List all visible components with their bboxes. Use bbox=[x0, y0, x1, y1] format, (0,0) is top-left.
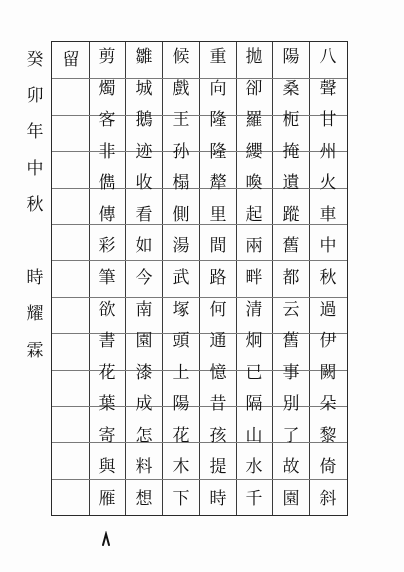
text-column-9 bbox=[17, 42, 53, 515]
manuscript-character: 倚 bbox=[319, 457, 337, 478]
text-column-3 bbox=[236, 42, 272, 515]
manuscript-character: 纓 bbox=[245, 141, 263, 162]
manuscript-character: 秋 bbox=[319, 267, 337, 288]
manuscript-character: 中 bbox=[26, 158, 44, 179]
manuscript-character: 事 bbox=[282, 362, 300, 383]
manuscript-character: 筆 bbox=[98, 267, 116, 288]
manuscript-character: 拋 bbox=[245, 47, 263, 68]
manuscript-character: 蹤 bbox=[282, 204, 300, 225]
manuscript-character: 霖 bbox=[26, 340, 44, 361]
manuscript-character: 頭 bbox=[172, 331, 190, 352]
manuscript-character: 提 bbox=[209, 457, 227, 478]
manuscript-character: 木 bbox=[172, 457, 190, 478]
manuscript-character: 黎 bbox=[319, 425, 337, 446]
text-column-2 bbox=[273, 42, 309, 515]
manuscript-character: 時 bbox=[209, 488, 227, 509]
manuscript-character: 卯 bbox=[26, 86, 44, 107]
manuscript-character: 桑 bbox=[282, 78, 300, 99]
manuscript-character: 朵 bbox=[319, 394, 337, 415]
manuscript-character: 武 bbox=[172, 267, 190, 288]
manuscript-character: 甘 bbox=[319, 110, 337, 131]
manuscript-character: 已 bbox=[245, 362, 263, 383]
manuscript-character: 漆 bbox=[135, 362, 153, 383]
manuscript-character: 畔 bbox=[245, 267, 263, 288]
manuscript-character: 葉 bbox=[98, 394, 116, 415]
manuscript-character: 花 bbox=[98, 362, 116, 383]
ink-mark bbox=[101, 531, 111, 547]
manuscript-character: 昔 bbox=[209, 394, 227, 415]
manuscript-character: 間 bbox=[209, 236, 227, 257]
text-column-6 bbox=[126, 42, 162, 515]
manuscript-character: 湯 bbox=[172, 236, 190, 257]
manuscript-character: 留 bbox=[62, 49, 80, 70]
manuscript-character: 書 bbox=[98, 331, 116, 352]
manuscript-character: 彩 bbox=[98, 236, 116, 257]
manuscript-character: 別 bbox=[282, 394, 300, 415]
manuscript-character: 成 bbox=[135, 394, 153, 415]
text-column-1 bbox=[310, 42, 346, 515]
manuscript-character: 聲 bbox=[319, 78, 337, 99]
manuscript-character: 寄 bbox=[98, 425, 116, 446]
manuscript-character: 看 bbox=[135, 204, 153, 225]
manuscript-character: 斜 bbox=[319, 488, 337, 509]
manuscript-character: 園 bbox=[282, 488, 300, 509]
manuscript-character: 年 bbox=[26, 122, 44, 143]
manuscript-character: 卻 bbox=[245, 78, 263, 99]
text-column-4 bbox=[200, 42, 236, 515]
text-column-5 bbox=[163, 42, 199, 515]
manuscript-character: 秋 bbox=[26, 195, 44, 216]
manuscript-character: 里 bbox=[209, 204, 227, 225]
manuscript-character: 舊 bbox=[282, 236, 300, 257]
manuscript-character: 掩 bbox=[282, 141, 300, 162]
manuscript-character: 非 bbox=[98, 141, 116, 162]
manuscript-character: 犛 bbox=[209, 173, 227, 194]
manuscript-character: 時 bbox=[26, 268, 44, 289]
manuscript-character: 塚 bbox=[172, 299, 190, 320]
manuscript-character: 孩 bbox=[209, 425, 227, 446]
manuscript-character: 剪 bbox=[98, 47, 116, 68]
manuscript-character: 中 bbox=[319, 236, 337, 257]
text-column-8 bbox=[53, 42, 89, 515]
manuscript-character: 雛 bbox=[135, 47, 153, 68]
manuscript-character: 過 bbox=[319, 299, 337, 320]
manuscript-character: 下 bbox=[172, 488, 190, 509]
manuscript-character: 怎 bbox=[135, 425, 153, 446]
manuscript-character: 陽 bbox=[172, 394, 190, 415]
manuscript-character: 雁 bbox=[98, 488, 116, 509]
manuscript-character: 水 bbox=[245, 457, 263, 478]
manuscript-character: 隆 bbox=[209, 110, 227, 131]
manuscript-character: 向 bbox=[209, 78, 227, 99]
manuscript-character: 伊 bbox=[319, 331, 337, 352]
manuscript-character: 千 bbox=[245, 488, 263, 509]
manuscript-character: 戲 bbox=[172, 78, 190, 99]
manuscript-character: 癸 bbox=[26, 49, 44, 70]
text-column-7 bbox=[89, 42, 125, 515]
manuscript-character: 羅 bbox=[245, 110, 263, 131]
manuscript-character: 側 bbox=[172, 204, 190, 225]
manuscript-character: 八 bbox=[319, 47, 337, 68]
manuscript-character: 收 bbox=[135, 173, 153, 194]
manuscript-character: 迹 bbox=[135, 141, 153, 162]
manuscript-character: 候 bbox=[172, 47, 190, 68]
manuscript-character: 闕 bbox=[319, 362, 337, 383]
manuscript-character: 通 bbox=[209, 331, 227, 352]
manuscript-character: 今 bbox=[135, 267, 153, 288]
manuscript-character: 隔 bbox=[245, 394, 263, 415]
manuscript-character: 孙 bbox=[172, 141, 190, 162]
manuscript-character: 燭 bbox=[98, 78, 116, 99]
manuscript-character: 陽 bbox=[282, 47, 300, 68]
manuscript-character: 客 bbox=[98, 110, 116, 131]
manuscript-character: 起 bbox=[245, 204, 263, 225]
manuscript-character: 州 bbox=[319, 141, 337, 162]
manuscript-character: 如 bbox=[135, 236, 153, 257]
manuscript-character: 花 bbox=[172, 425, 190, 446]
manuscript-character: 火 bbox=[319, 173, 337, 194]
manuscript-character: 山 bbox=[245, 425, 263, 446]
manuscript-character: 喚 bbox=[245, 173, 263, 194]
manuscript-character: 園 bbox=[135, 331, 153, 352]
manuscript-character: 兩 bbox=[245, 236, 263, 257]
manuscript-character: 傳 bbox=[98, 204, 116, 225]
manuscript-character: 王 bbox=[172, 110, 190, 131]
manuscript-character: 南 bbox=[135, 299, 153, 320]
manuscript-character: 城 bbox=[135, 78, 153, 99]
manuscript-character: 儁 bbox=[98, 173, 116, 194]
manuscript-character: 欲 bbox=[98, 299, 116, 320]
manuscript-grid bbox=[26, 41, 348, 516]
manuscript-character: 何 bbox=[209, 299, 227, 320]
manuscript-character: 舊 bbox=[282, 331, 300, 352]
manuscript-character: 云 bbox=[282, 299, 300, 320]
manuscript-character: 隆 bbox=[209, 141, 227, 162]
manuscript-character: 想 bbox=[135, 488, 153, 509]
blank-cell bbox=[17, 224, 53, 260]
manuscript-character: 炯 bbox=[245, 331, 263, 352]
manuscript-character: 車 bbox=[319, 204, 337, 225]
manuscript-character: 重 bbox=[209, 47, 227, 68]
manuscript-character: 料 bbox=[135, 457, 153, 478]
manuscript-character: 上 bbox=[172, 362, 190, 383]
manuscript-character: 都 bbox=[282, 267, 300, 288]
manuscript-character: 清 bbox=[245, 299, 263, 320]
manuscript-character: 憶 bbox=[209, 362, 227, 383]
manuscript-character: 耀 bbox=[26, 304, 44, 325]
manuscript-character: 鵝 bbox=[135, 110, 153, 131]
manuscript-character: 故 bbox=[282, 457, 300, 478]
manuscript-character: 遺 bbox=[282, 173, 300, 194]
manuscript-character: 了 bbox=[282, 425, 300, 446]
manuscript-character: 榻 bbox=[172, 173, 190, 194]
manuscript-character: 枙 bbox=[282, 110, 300, 131]
manuscript-character: 路 bbox=[209, 267, 227, 288]
manuscript-character: 與 bbox=[98, 457, 116, 478]
